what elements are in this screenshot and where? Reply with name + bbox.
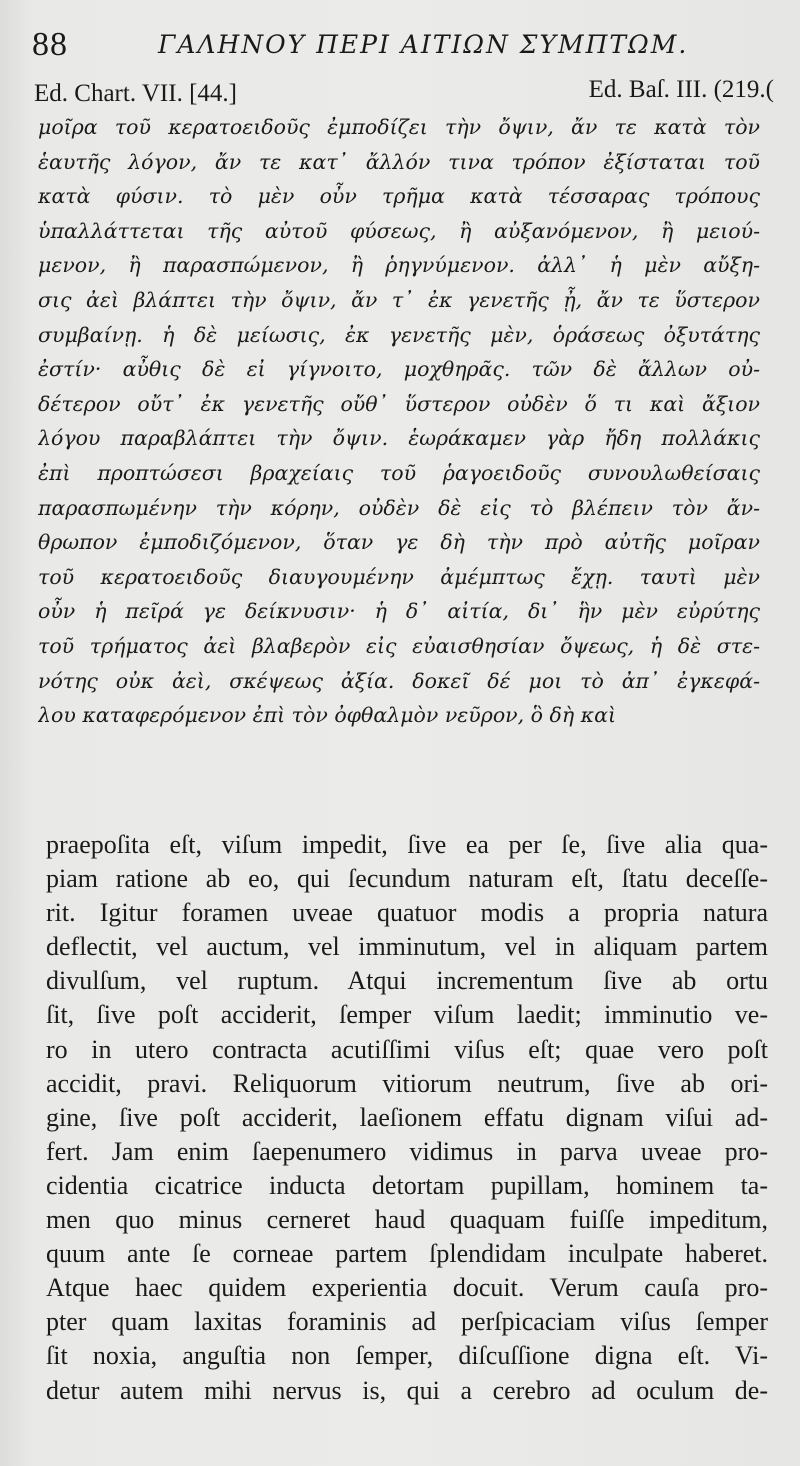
latin-line: accidit, pravi. Reliquorum vitiorum neutrum, ſive ab ori-: [46, 1068, 768, 1098]
latin-line: ſit, ſive poſt acciderit, ſemper viſum laedit; imminutio ve-: [46, 1000, 768, 1030]
edition-references: [34, 76, 774, 110]
greek-line: μοῖρα τοῦ κερατοειδοῦς ἐμποδίζει τὴν ὄψιν, ἄν τε κατὰ τὸν: [38, 115, 760, 139]
page-number: 88: [32, 26, 68, 63]
latin-line: deflectit, vel auctum, vel imminutum, vel in aliquam partem: [46, 932, 768, 962]
latin-line: ro in utero contracta acutiſſimi viſus eſt; quae vero poſt: [46, 1034, 768, 1064]
edition-chartier-ref: Ed. Chart. VII. [44.]: [34, 80, 237, 107]
latin-line: divulſum, vel ruptum. Atqui incrementum ſive ab ortu: [46, 966, 768, 996]
greek-line: ἐστίν· αὖθις δὲ εἰ γίγνοιτο, μοχθηρᾶς. τῶν δὲ ἄλλων οὐ-: [38, 357, 760, 382]
latin-line: fert. Jam enim ſaepenumero vidimus in parva uveae pro-: [46, 1136, 768, 1166]
running-head: [32, 22, 772, 66]
greek-line: λου καταφερόμενον ἐπὶ τὸν ὀφθαλμὸν νεῦρον, ὃ δὴ καὶ: [38, 703, 616, 728]
latin-line: men quo minus cerneret haud quaquam fuiſſe impeditum,: [46, 1205, 768, 1235]
greek-line: οὖν ἡ πεῖρά γε δείκνυσιν· ἡ δ᾽ αἰτία, δι᾽ ἣν μὲν εὐρύτης: [38, 599, 760, 624]
greek-line: δέτερον οὔτ᾽ ἐκ γενετῆς οὔθ᾽ ὕστερον οὐδὲν ὅ τι καὶ ἄξιον: [38, 391, 760, 416]
latin-line: piam ratione ab eo, qui ſecundum naturam eſt, ſtatu deceſſe-: [46, 864, 768, 894]
greek-line: θρωπον ἐμποδιζόμενον, ὅταν γε δὴ τὴν πρὸ αὐτῆς μοῖραν: [38, 530, 760, 555]
latin-line: rit. Igitur foramen uveae quatuor modis a propria natura: [46, 898, 768, 928]
latin-line: praepoſita eſt, viſum impedit, ſive ea per ſe, ſive alia qua-: [46, 830, 768, 859]
latin-line: detur autem mihi nervus is, qui a cerebro ad oculum de-: [46, 1375, 768, 1405]
latin-line: gine, ſive poſt acciderit, laeſionem effatu dignam viſui ad-: [46, 1102, 768, 1132]
greek-line: τοῦ τρήματος ἀεὶ βλαβερὸν εἰς εὐαισθησίαν ὄψεως, ἡ δὲ στε-: [38, 633, 760, 658]
greek-line: συμβαίνῃ. ἡ δὲ μείωσις, ἐκ γενετῆς μὲν, ὁράσεως ὀξυτάτης: [38, 322, 760, 347]
edition-basel-ref: Ed. Baſ. III. (219.(: [588, 76, 774, 103]
latin-line: pter quam laxitas foraminis ad perſpicaciam viſus ſemper: [46, 1307, 768, 1337]
greek-line: λόγου παραβλάπτει τὴν ὄψιν. ἑωράκαμεν γὰρ ἤδη πολλάκις: [38, 426, 760, 451]
running-title: ΓΑΛΗΝΟΥ ΠΕΡΙ ΑΙΤΙΩΝ ΣΥΜΠΤΩΜ.: [158, 30, 689, 59]
greek-text-block: [38, 110, 760, 733]
latin-text-block: [46, 828, 768, 1408]
latin-line: cidentia cicatrice inducta detortam pupillam, hominem ta-: [46, 1170, 768, 1200]
greek-line: παρασπωμένην τὴν κόρην, οὐδὲν δὲ εἰς τὸ βλέπειν τὸν ἄν-: [38, 495, 760, 520]
greek-line: ἐπὶ προπτώσεσι βραχείαις τοῦ ῥαγοειδοῦς συνουλωθείσαις: [38, 460, 760, 485]
greek-line: μενον, ἢ παρασπώμενον, ἢ ῥηγνύμενον. ἀλλ᾽ ἡ μὲν αὔξη-: [38, 253, 760, 278]
greek-line: τοῦ κερατοειδοῦς διαυγουμένην ἀμέμπτως ἔχῃ. ταυτὶ μὲν: [38, 564, 760, 589]
latin-line: Atque haec quidem experientia docuit. Verum cauſa pro-: [46, 1273, 768, 1303]
greek-line: ὑπαλλάττεται τῆς αὐτοῦ φύσεως, ἢ αὐξανόμενον, ἢ μειού-: [38, 218, 760, 243]
greek-line: ἑαυτῆς λόγον, ἄν τε κατ᾽ ἄλλόν τινα τρόπον ἐξίσταται τοῦ: [38, 149, 760, 174]
latin-line: ſit noxia, anguſtia non ſemper, diſcuſſione digna eſt. Vi-: [46, 1341, 768, 1371]
greek-line: νότης οὐκ ἀεὶ, σκέψεως ἀξία. δοκεῖ δέ μοι τὸ ἀπ᾽ ἐγκεφά-: [38, 668, 760, 693]
greek-line: κατὰ φύσιν. τὸ μὲν οὖν τρῆμα κατὰ τέσσαρας τρόπους: [38, 184, 760, 209]
greek-line: σις ἀεὶ βλάπτει τὴν ὄψιν, ἄν τ᾽ ἐκ γενετῆς ᾖ, ἄν τε ὕστερον: [38, 287, 760, 312]
latin-line: quum ante ſe corneae partem ſplendidam inculpate haberet.: [46, 1239, 768, 1269]
